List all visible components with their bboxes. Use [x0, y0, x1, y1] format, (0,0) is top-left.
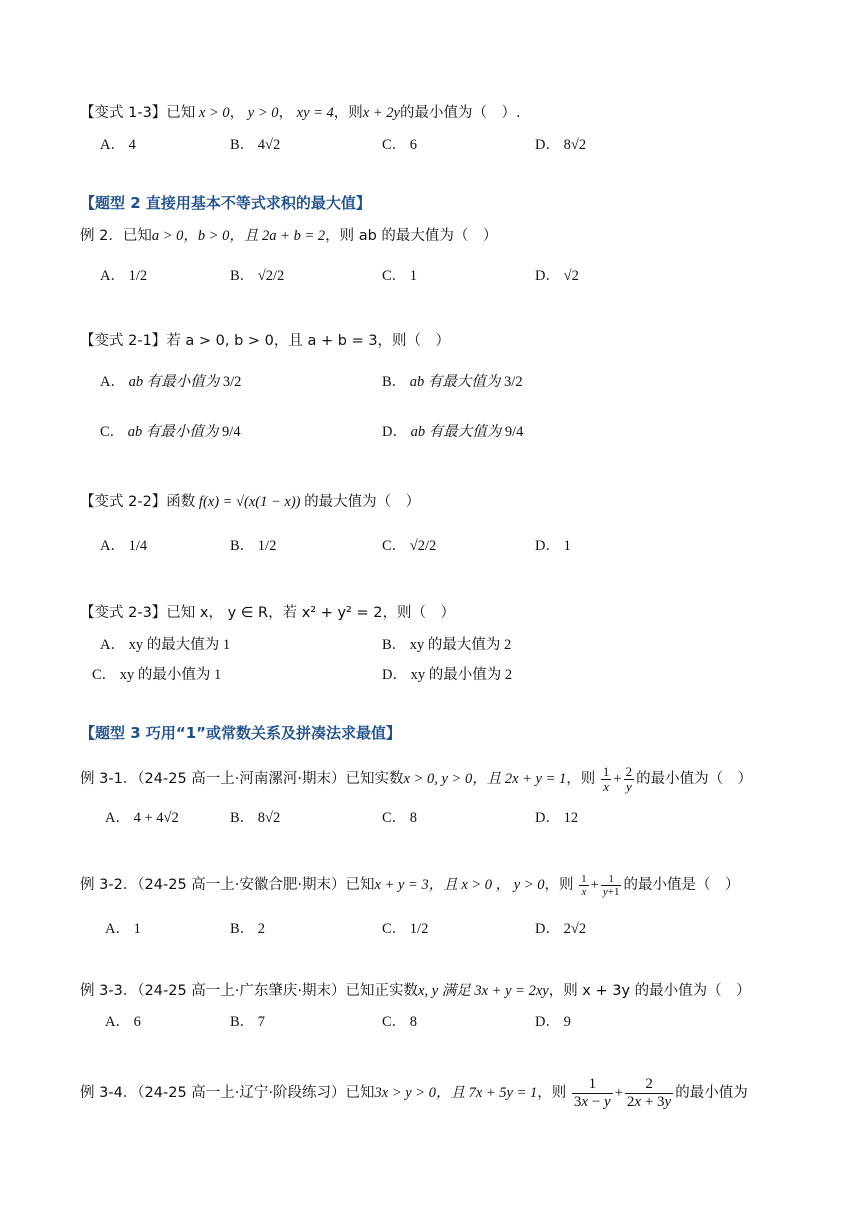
option-a: A． 1	[105, 921, 141, 937]
option-d: D． 12	[535, 810, 579, 826]
question-variant-1-3: 【变式 1-3】已知 x > 0， y > 0， xy = 4，则x + 2y的最小值为（ ）.	[80, 105, 521, 121]
option-b: B． ab 有最大值为 3/2	[382, 374, 523, 390]
option-c: C． 1	[382, 268, 418, 284]
option-b: B． 8√2	[230, 810, 281, 826]
condition: y > 0	[247, 105, 279, 121]
condition: xy = 4	[296, 105, 334, 121]
section-heading-type-2: 【题型 2 直接用基本不等式求积的最大值】	[80, 194, 371, 212]
option-b: B． 1/2	[230, 538, 277, 554]
option-b: B． 4√2	[230, 137, 281, 153]
question-tag: 【变式 2-3】	[80, 605, 167, 621]
option-d: D． 2√2	[535, 921, 587, 937]
option-a: A． 6	[105, 1014, 141, 1030]
fraction: $\frac{1}{3x - y}$	[573, 1076, 611, 1110]
question-example-2: 例 2．已知a > 0，b > 0，且 2a + b = 2，则 ab 的最大值为（ ）	[80, 228, 498, 244]
option-c: C． ab 有最小值为 9/4	[100, 424, 241, 440]
option-a: A． 1/4	[100, 538, 148, 554]
fraction: $\frac{1}{y+1}$	[602, 873, 620, 898]
option-a: A． ab 有最小值为 3/2	[100, 374, 242, 390]
option-b: B． 7	[230, 1014, 266, 1030]
question-variant-2-1: 【变式 2-1】若 a > 0, b > 0，且 a + b = 3，则（ ）	[80, 333, 451, 349]
expression: x + 2y	[362, 105, 400, 121]
fraction: $\frac{2}{2x + 3y}$	[626, 1076, 672, 1110]
question-variant-2-3: 【变式 2-3】已知 x， y ∈ R，若 x² + y² = 2，则（ ）	[80, 605, 455, 621]
condition: x > 0	[198, 105, 230, 121]
option-d: D． xy 的最小值为 2	[382, 667, 513, 683]
option-c: C． 1/2	[382, 921, 429, 937]
fraction: $\frac{1}{x}$	[602, 764, 610, 794]
option-d: D． 8√2	[535, 137, 587, 153]
option-c: C． 8	[382, 1014, 418, 1030]
option-d: D． 1	[535, 538, 571, 554]
option-a: A． 4 + 4√2	[105, 810, 179, 826]
question-tag: 【变式 2-1】	[80, 333, 167, 349]
option-d: D． 9	[535, 1014, 571, 1030]
option-b: B． xy 的最大值为 2	[382, 637, 512, 653]
option-c: C． 8	[382, 810, 418, 826]
option-a: A． xy 的最大值为 1	[100, 637, 231, 653]
option-c: C． xy 的最小值为 1	[92, 667, 222, 683]
fraction: $\frac{2}{y}$	[625, 764, 633, 794]
fraction: $\frac{1}{x}$	[581, 873, 587, 898]
question-example-3-2: 例 3-2．（24-25 高一上·安徽合肥·期末）已知x + y = 3，且 x > 0 ， y > 0，则 $\frac{1}{x}$ + $\frac{1}{y+1}$ 的最小值是（ ）	[80, 873, 740, 898]
question-variant-2-2: 【变式 2-2】函数 f(x) = √(x(1 − x)) 的最大值为（ ）	[80, 494, 421, 510]
section-heading-type-3: 【题型 3 巧用“1”或常数关系及拼凑法求最值】	[80, 724, 402, 742]
option-c: C． 6	[382, 137, 418, 153]
question-tag: 【变式 1-3】	[80, 105, 167, 121]
question-tag: 【变式 2-2】	[80, 494, 167, 510]
question-example-3-4: 例 3-4．（24-25 高一上·辽宁·阶段练习）已知3x > y > 0，且 7x + 5y = 1，则 $\frac{1}{3x - y}$ + $\frac{2}{2x + 3y}$ 的最小值为	[80, 1076, 748, 1110]
option-b: B． 2	[230, 921, 266, 937]
option-b: B． √2/2	[230, 268, 285, 284]
question-example-3-1: 例 3-1．（24-25 高一上·河南漯河·期末）已知实数x > 0, y > 0，且 2x + y = 1，则 $\frac{1}{x}$ + $\frac{2}{y}$ 的最小值为（ ）	[80, 764, 753, 794]
option-c: C． √2/2	[382, 538, 437, 554]
option-a: A． 1/2	[100, 268, 148, 284]
function-expression: f(x) = √(x(1 − x))	[198, 494, 301, 510]
option-a: A． 4	[100, 137, 136, 153]
question-example-3-3: 例 3-3．（24-25 高一上·广东肇庆·期末）已知正实数x, y 满足 3x + y = 2xy，则 x + 3y 的最小值为（ ）	[80, 983, 751, 999]
option-d: D． √2	[535, 268, 579, 284]
option-d: D． ab 有最大值为 9/4	[382, 424, 524, 440]
